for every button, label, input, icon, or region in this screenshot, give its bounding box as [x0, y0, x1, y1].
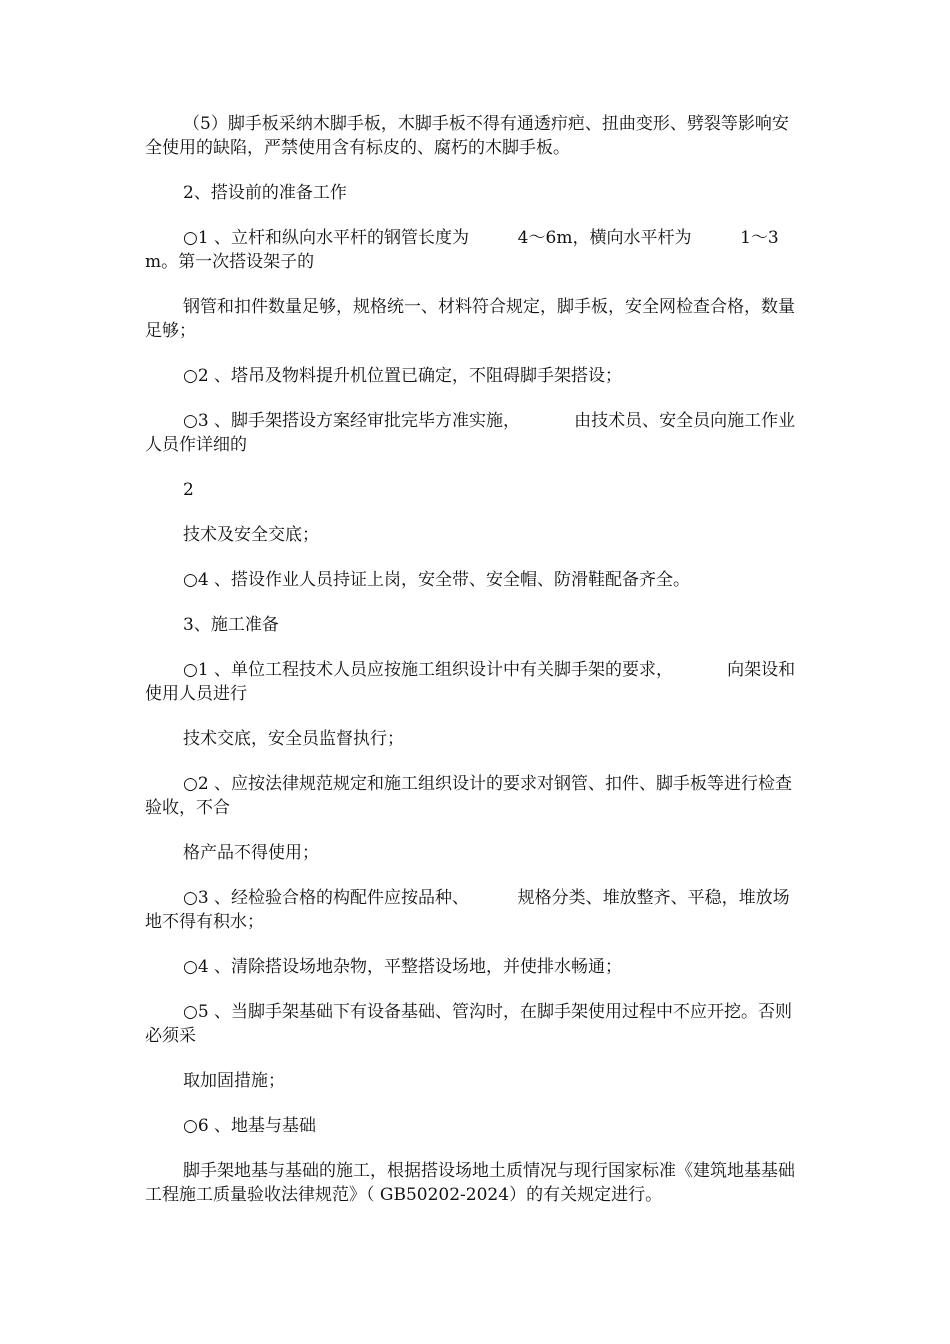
- paragraph-scaffold-board: （5）脚手板采纳木脚手板，木脚手板不得有通透疖疤、扭曲变形、劈裂等影响安全使用的缺陷，严禁使用含有标皮的、腐朽的木脚手板。: [145, 114, 789, 158]
- paragraph-site-clearing: ○4 、清除搭设场地杂物，平整搭设场地，并使排水畅通；: [183, 957, 623, 977]
- paragraph-technical-briefing: 技术及安全交底；: [183, 525, 319, 545]
- heading-foundation: ○6 、地基与基础: [183, 1116, 317, 1136]
- paragraph-reinforcement: 取加固措施；: [183, 1071, 285, 1091]
- paragraph-tower-crane: ○2 、塔吊及物料提升机位置已确定，不阻碍脚手架搭设；: [183, 366, 623, 386]
- paragraph-pipe-length: ○1 、立杆和纵向水平杆的钢管长度为 4～6m，横向水平杆为 1～3m。第一次搭设架子的: [145, 228, 779, 272]
- paragraph-components-storage: ○3 、经检验合格的构配件应按品种、 规格分类、堆放整齐、平稳，堆放场地不得有积水；: [145, 888, 790, 932]
- paragraph-approval: ○3 、脚手架搭设方案经审批完毕方准实施， 由技术员、安全员向施工作业人员作详细的: [145, 411, 796, 455]
- page-number: 2: [183, 480, 194, 500]
- paragraph-equipment-foundation: ○5 、当脚手架基础下有设备基础、管沟时，在脚手架使用过程中不应开挖。否则必须采: [145, 1002, 793, 1046]
- paragraph-engineering-staff: ○1 、单位工程技术人员应按施工组织设计中有关脚手架的要求， 向架设和使用人员进行: [145, 660, 796, 704]
- paragraph-safety-supervision: 技术交底，安全员监督执行；: [183, 729, 404, 749]
- paragraph-foundation-construction: 脚手架地基与基础的施工，根据搭设场地土质情况与现行国家标准《建筑地基基础工程施工质量验收法律规范》（ GB50202-2024）的有关规定进行。: [145, 1161, 795, 1205]
- paragraph-certified-workers: ○4 、搭设作业人员持证上岗，安全带、安全帽、防滑鞋配备齐全。: [183, 570, 691, 590]
- heading-construction-preparation: 3、施工准备: [183, 615, 279, 635]
- heading-preparation-before-erection: 2、搭设前的准备工作: [183, 183, 347, 203]
- paragraph-pipe-fasteners: 钢管和扣件数量足够，规格统一、材料符合规定，脚手板，安全网检查合格，数量足够；: [145, 297, 795, 341]
- paragraph-unqualified-products: 格产品不得使用；: [183, 843, 319, 863]
- document-body: [145, 112, 805, 1228]
- paragraph-inspection: ○2 、应按法律规范规定和施工组织设计的要求对钢管、扣件、脚手板等进行检查验收，不合: [145, 774, 793, 818]
